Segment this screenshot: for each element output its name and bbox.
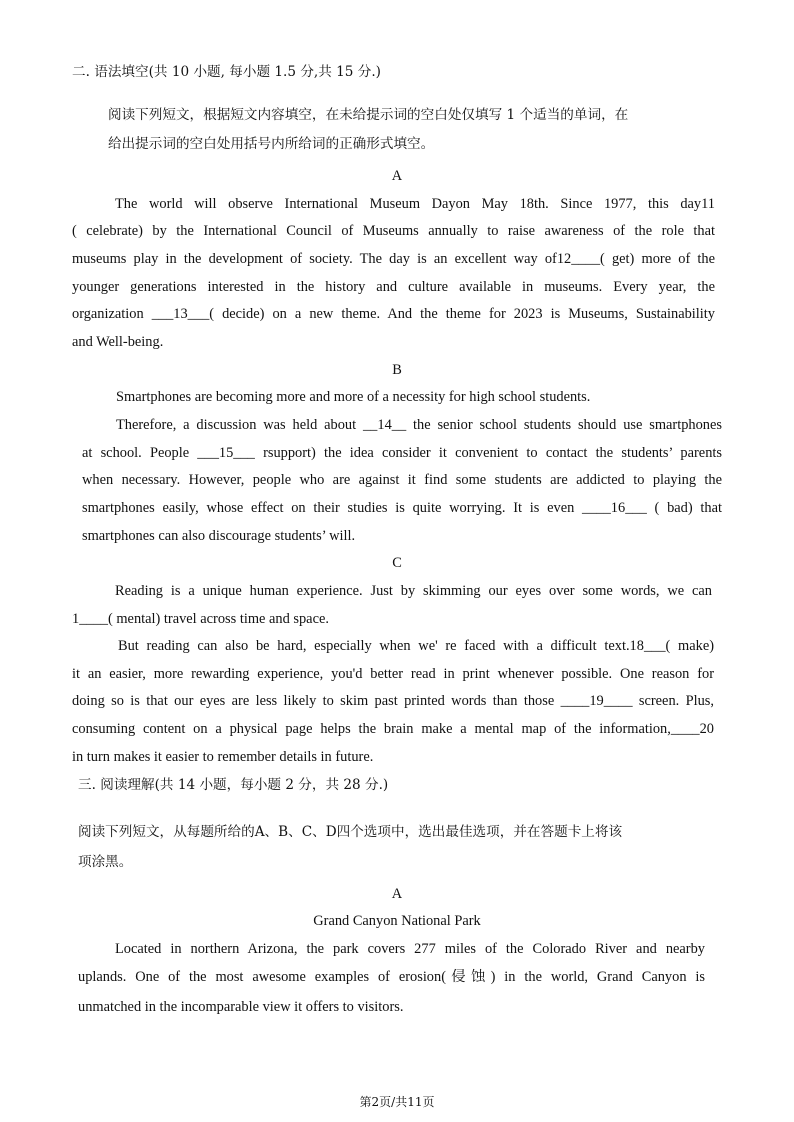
passage-b-line-6: smartphones can also discourage students’ will. bbox=[82, 528, 356, 544]
passage-c-line-1: Reading is a unique human experience. Just by skimming our eyes over some words, we can bbox=[115, 583, 712, 599]
passage-b-line-5: smartphones easily, whose effect on their studies is quite worrying. It is even ____16___ ( bad) that bbox=[82, 500, 722, 516]
passage-a-line-1: The world will observe International Museum Dayon May 18th. Since 1977, this day11 bbox=[115, 196, 715, 212]
passage-b-line-3: at school. People ___15___ rsupport) the idea consider it convenient to contact the students’ parents bbox=[82, 445, 722, 461]
reading-passage-a-line-2: uplands. One of the most awesome examples of erosion(侵蚀) in the world, Grand Canyon is bbox=[78, 969, 705, 985]
reading-passage-a-label: A bbox=[391, 886, 403, 902]
passage-c-line-6: consuming content on a physical page helps the brain make a mental map of the information,____20 bbox=[72, 721, 714, 737]
passage-c-label: C bbox=[392, 555, 402, 571]
passage-b-label: B bbox=[392, 362, 402, 378]
passage-c-line-3: But reading can also be hard, especially when we' re faced with a difficult text.18___( make) bbox=[118, 638, 714, 654]
reading-instruction-line-2: 项涂黑。 bbox=[78, 854, 133, 870]
page-number: 第2页/共11页 bbox=[359, 1095, 435, 1109]
reading-passage-a-title: Grand Canyon National Park bbox=[313, 913, 481, 929]
passage-c-line-5: doing so is that our eyes are less likely to skim past printed words than those ____19____ screen. Plus, bbox=[72, 693, 714, 709]
reading-passage-a-line-1: Located in northern Arizona, the park covers 277 miles of the Colorado River and nearby bbox=[115, 941, 705, 957]
passage-a-line-5: organization ___13___( decide) on a new theme. And the theme for 2023 is Museums, Sustainability bbox=[72, 306, 715, 322]
passage-c-line-4: it an easier, more rewarding experience, you'd better read in print whenever possible. One reason for bbox=[72, 666, 714, 682]
grammar-section-heading: 二. 语法填空(共 10 小题, 每小题 1.5 分,共 15 分.) bbox=[72, 64, 381, 80]
grammar-instruction-line-1: 阅读下列短文，根据短文内容填空，在未给提示词的空白处仅填写 1 个适当的单词，在 bbox=[108, 107, 629, 123]
reading-section-heading: 三. 阅读理解(共 14 小题，每小题 2 分，共 28 分.) bbox=[78, 777, 389, 793]
passage-a-line-3: museums play in the development of society. The day is an excellent way of12____( get) more of the bbox=[72, 251, 715, 267]
passage-c-line-2: 1____( mental) travel across time and space. bbox=[72, 611, 329, 627]
reading-passage-a-line-3: unmatched in the incomparable view it offers to visitors. bbox=[78, 999, 404, 1015]
passage-a-line-2: ( celebrate) by the International Council of Museums annually to raise awareness of the role that bbox=[72, 223, 715, 239]
reading-instruction-line-1: 阅读下列短文，从每题所给的A、B、C、D四个选项中，选出最佳选项，并在答题卡上将该 bbox=[78, 824, 623, 840]
passage-b-line-4: when necessary. However, people who are against it find some students are addicted to playing the bbox=[82, 472, 722, 488]
passage-b-line-2: Therefore, a discussion was held about __14__ the senior school students should use smartphones bbox=[116, 417, 722, 433]
passage-b-line-1: Smartphones are becoming more and more of a necessity for high school students. bbox=[116, 389, 591, 405]
passage-a-line-6: and Well-being. bbox=[72, 334, 164, 350]
passage-a-label: A bbox=[391, 168, 403, 184]
passage-a-line-4: younger generations interested in the history and culture available in museums. Every year, the bbox=[72, 279, 715, 295]
passage-c-line-7: in turn makes it easier to remember details in future. bbox=[72, 749, 374, 765]
grammar-instruction-line-2: 给出提示词的空白处用括号内所给词的正确形式填空。 bbox=[108, 136, 435, 152]
